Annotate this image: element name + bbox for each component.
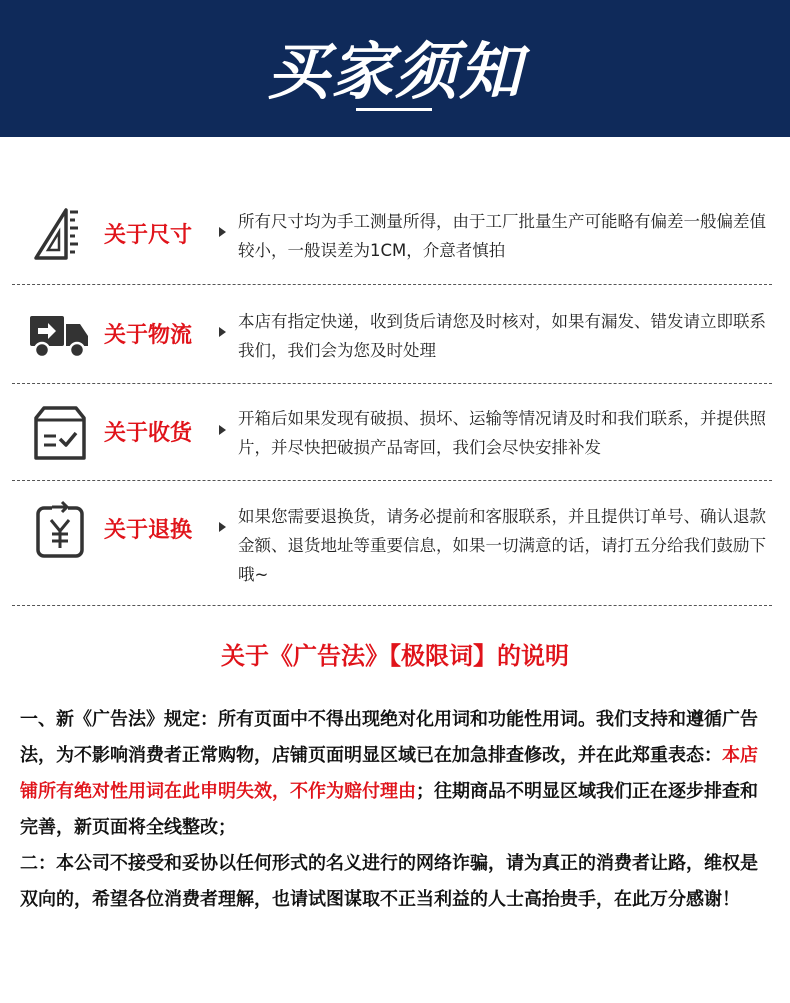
dashed-divider: [12, 480, 772, 481]
refund-yen-icon: [22, 496, 92, 566]
notice-title: 关于《广告法》【极限词】的说明: [221, 642, 569, 670]
section-label-logistics: 关于物流: [104, 323, 193, 348]
dashed-divider: [12, 284, 772, 285]
section-label-receiving: 关于收货: [104, 421, 193, 446]
section-desc-returns: 如果您需要退换货，请务必提前和客服联系，并且提供订单号、确认退款金额、退货地址等重要信息，如果一切满意的话，请打五分给我们鼓励下哦~: [238, 507, 766, 584]
triangle-arrow-icon: [219, 227, 226, 237]
triangle-arrow-icon: [219, 327, 226, 337]
title-underline: [356, 108, 432, 111]
section-label-returns: 关于退换: [104, 518, 193, 543]
delivery-truck-icon: [22, 298, 92, 368]
notice-para2: 二：本公司不接受和妥协以任何形式的名义进行的网络诈骗，请为真正的消费者让路，维权是双向的，希望各位消费者理解，也请试图谋取不正当利益的人士高抬贵手，在此万分感谢！: [20, 853, 758, 910]
page-title: 买家须知: [266, 35, 523, 108]
dashed-divider: [12, 605, 772, 606]
notice-para1-end: ；往期商品不明显区域我们正在逐步排查和完善，新页面将全线整改；: [20, 781, 758, 838]
notice-body: [20, 702, 772, 918]
dashed-divider: [12, 383, 772, 384]
triangle-arrow-icon: [219, 425, 226, 435]
header-banner: [0, 0, 790, 137]
ruler-triangle-icon: [22, 200, 92, 270]
section-label-size: 关于尺寸: [104, 223, 193, 248]
package-box-icon: [22, 398, 92, 468]
section-desc-receiving: 开箱后如果发现有破损、损坏、运输等情况请及时和我们联系，并提供照片，并尽快把破损产品寄回，我们会尽快安排补发: [238, 409, 766, 457]
notice-para1-start: 一、新《广告法》规定：所有页面中不得出现绝对化用词和功能性用词。我们支持和遵循广告法，为不影响消费者正常购物，店铺页面明显区域已在加急排查修改，并在此郑重表态：: [20, 709, 758, 766]
section-desc-size: 所有尺寸均为手工测量所得，由于工厂批量生产可能略有偏差一般偏差值较小，一般误差为1CM，介意者慎拍: [238, 212, 766, 260]
notice-para1-highlight: 本店铺所有绝对性用词在此申明失效，不作为赔付理由: [20, 745, 758, 802]
triangle-arrow-icon: [219, 522, 226, 532]
section-desc-logistics: 本店有指定快递，收到货后请您及时核对，如果有漏发、错发请立即联系我们，我们会为您及时处理: [238, 312, 766, 360]
